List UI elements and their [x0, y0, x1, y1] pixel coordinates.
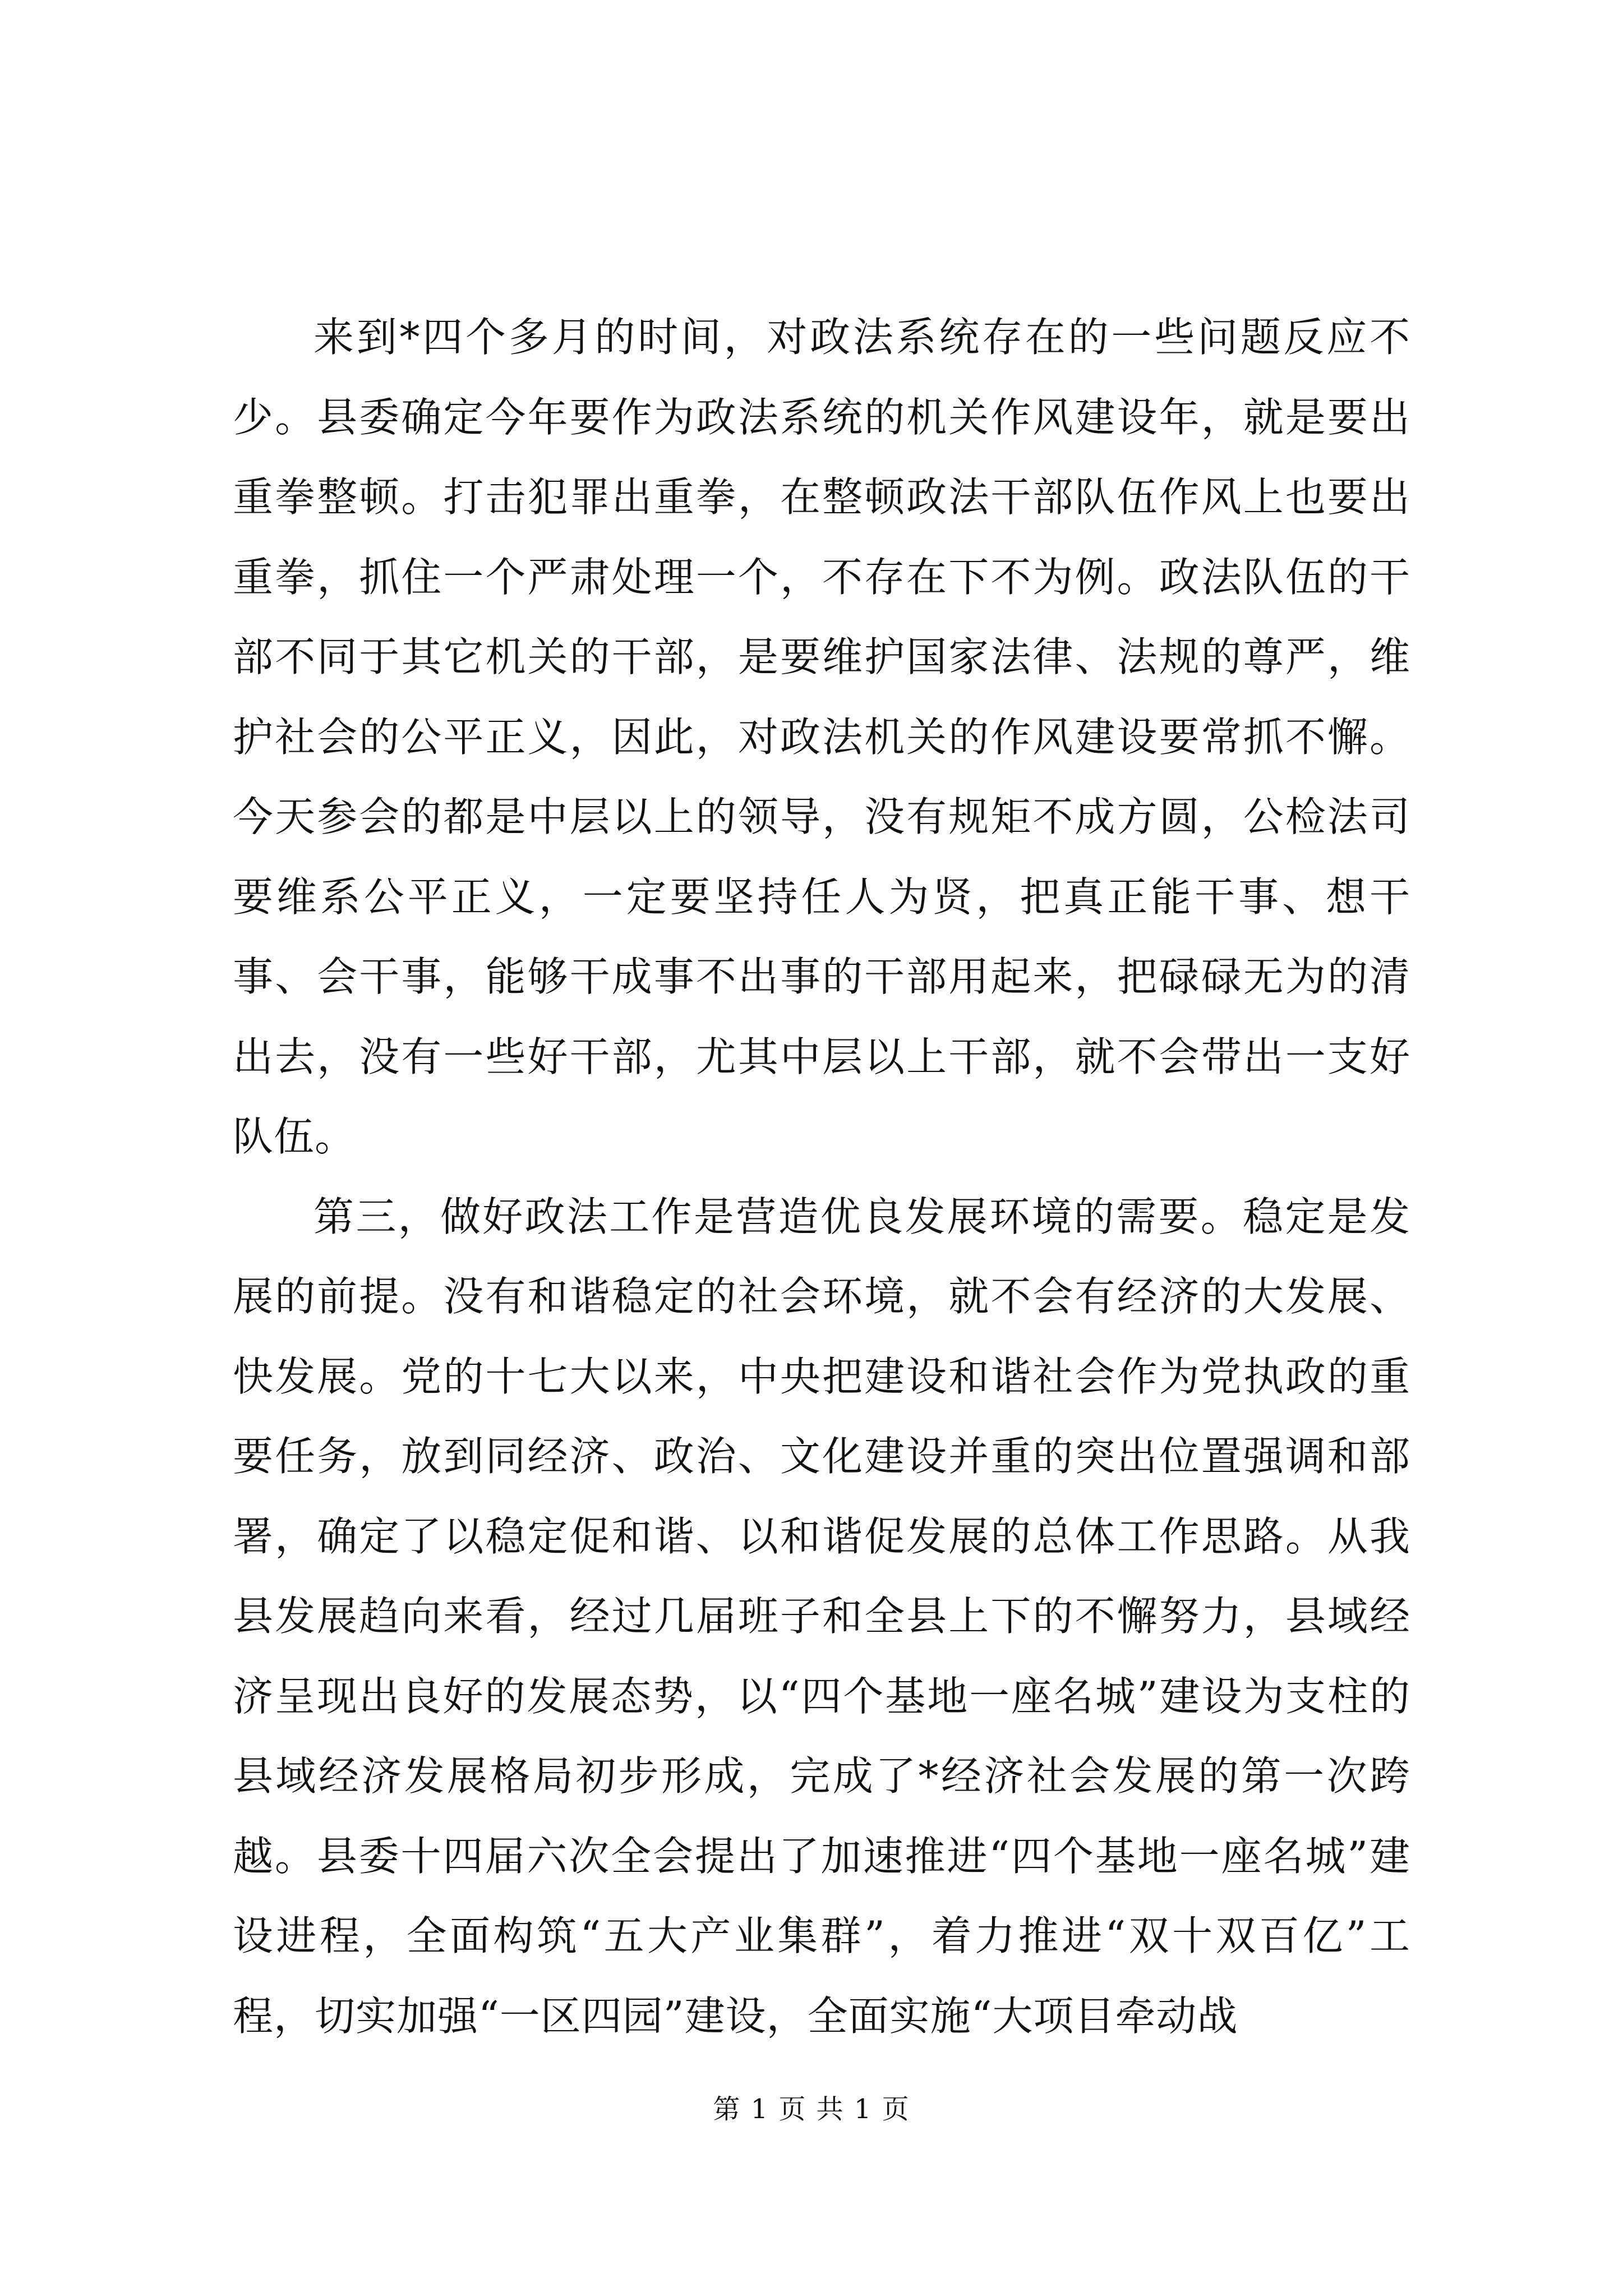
paragraph-1: 来到*四个多月的时间，对政法系统存在的一些问题反应不少。县委确定今年要作为政法系统的机关作风建设年，就是要出重拳整顿。打击犯罪出重拳，在整顿政法干部队伍作风上也要出重拳，抓住一个严肃处理一个，不存在下不为例。政法队伍的干部不同于其它机关的干部，是要维护国家法律、法规的尊严，维护社会的公平正义，因此，对政法机关的作风建设要常抓不懈。今天参会的都是中层以上的领导，没有规矩不成方圆，公检法司要维系公平正义，一定要坚持任人为贤，把真正能干事、想干事、会干事，能够干成事不出事的干部用起来，把碌碌无为的清出去，没有一些好干部，尤其中层以上干部，就不会带出一支好队伍。 [233, 314, 1410, 1160]
paragraph-2: 第三，做好政法工作是营造优良发展环境的需要。稳定是发展的前提。没有和谐稳定的社会环境，就不会有经济的大发展、快发展。党的十七大以来，中央把建设和谐社会作为党执政的重要任务，放到同经济、政治、文化建设并重的突出位置强调和部署，确定了以稳定促和谐、以和谐促发展的总体工作思路。从我县发展趋向来看，经过几届班子和全县上下的不懈努力，县域经济呈现出良好的发展态势，以“四个基地一座名城”建设为支柱的县域经济发展格局初步形成，完成了*经济社会发展的第一次跨越。县委十四届六次全会提出了加速推进“四个基地一座名城”建设进程，全面构筑“五大产业集群”，着力推进“双十双百亿”工程，切实加强“一区四园”建设，全面实施“大项目牵动战 [233, 1193, 1410, 2040]
document-body [233, 297, 1410, 2056]
page-number-footer: 第 1 页 共 1 页 [713, 2093, 910, 2125]
